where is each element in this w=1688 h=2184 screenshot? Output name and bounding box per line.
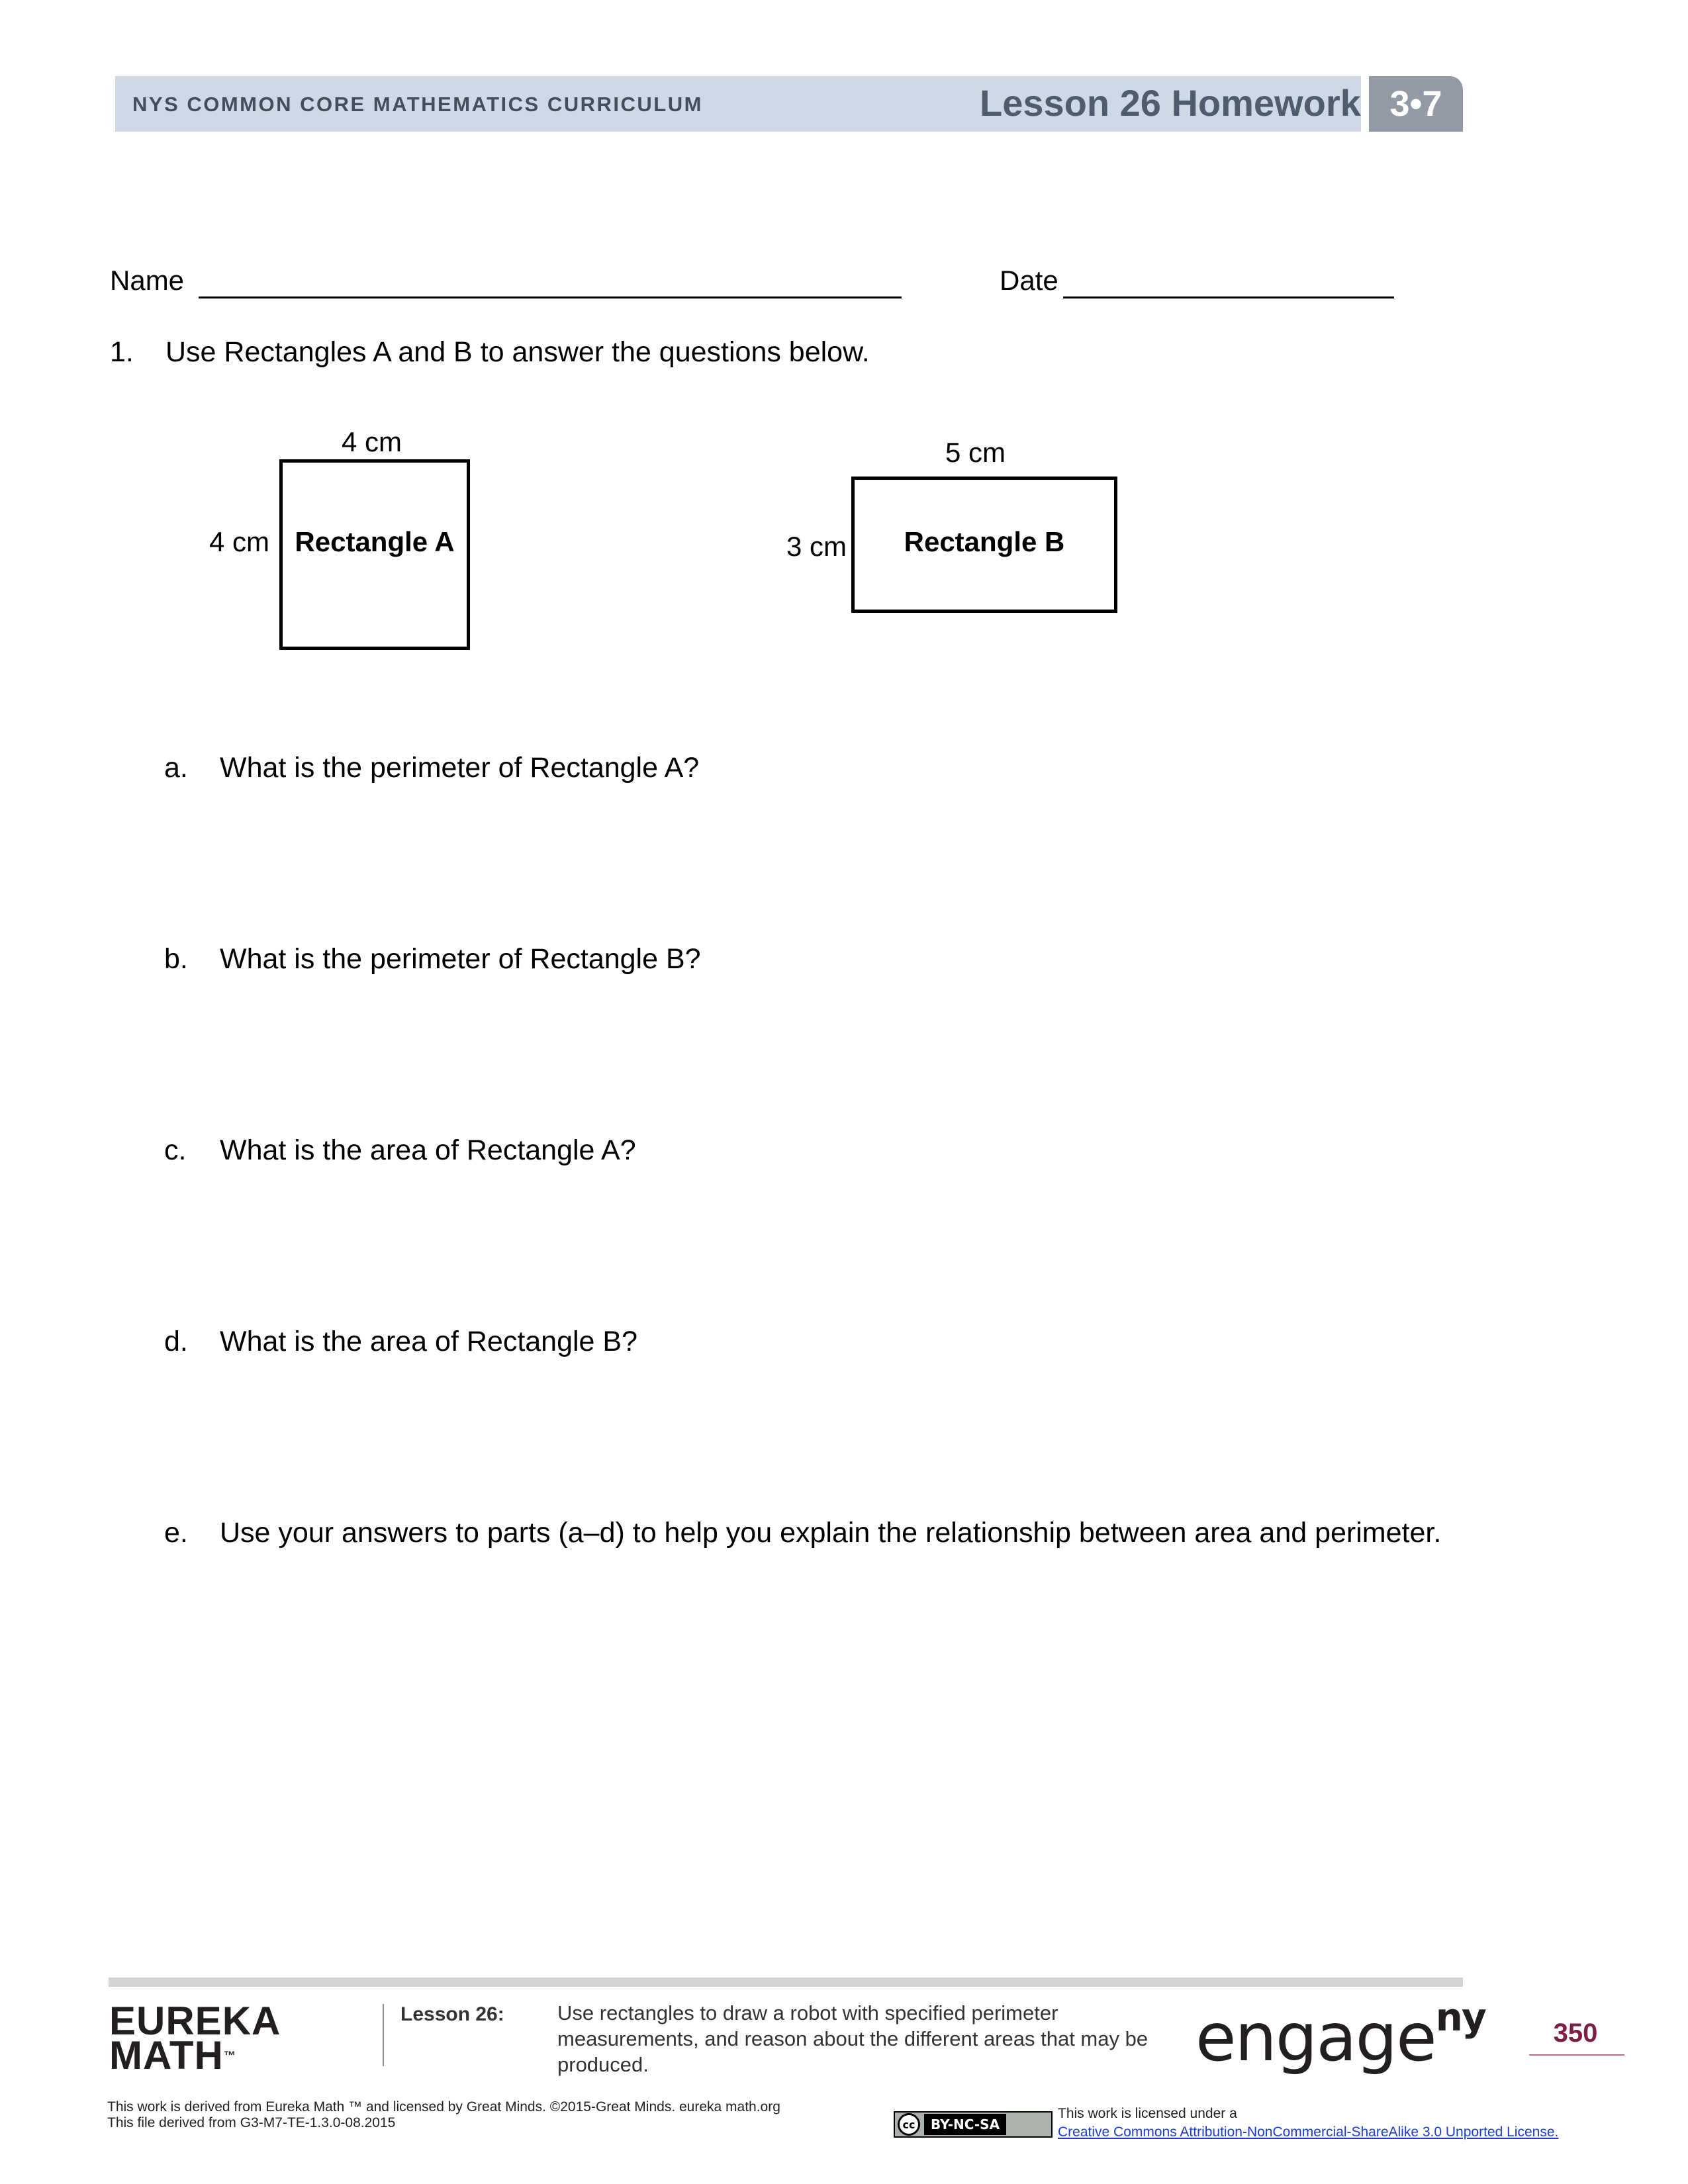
rect-b-label: Rectangle B [904, 526, 1065, 557]
eureka-math-logo [109, 1999, 281, 2077]
name-label: Name [110, 265, 185, 296]
problem-prompt: Use Rectangles A and B to answer the questions below. [165, 336, 870, 368]
footer-rule [109, 1978, 1463, 1987]
question-b-text: What is the perimeter of Rectangle B? [220, 943, 701, 975]
question-letter: c. [164, 1134, 187, 1166]
derived-notice: This work is derived from Eureka Math ™ and licensed by Great Minds. ©2015-Great Minds. eureka math.org [107, 2099, 780, 2115]
rect-b-side-dimension: 3 cm [786, 531, 847, 562]
question-a-text: What is the perimeter of Rectangle A? [220, 752, 700, 784]
file-notice: This file derived from G3-M7-TE-1.3.0-08.2015 [107, 2115, 396, 2130]
page-number-rule [1529, 2054, 1624, 2056]
rect-a-label: Rectangle A [295, 526, 455, 557]
license-link[interactable]: Creative Commons Attribution-NonCommercial-ShareAlike 3.0 Unported License. [1058, 2124, 1559, 2140]
module-tag: 3•7 [1369, 76, 1463, 132]
creative-commons-icon: cc [898, 2113, 920, 2136]
cc-badge-text: BY-NC-SA [924, 2114, 1006, 2135]
problem-number: 1. [110, 336, 134, 368]
engage-word: engage [1196, 1999, 1436, 2076]
curriculum-title: NYS COMMON CORE MATHEMATICS CURRICULUM [132, 93, 703, 116]
rect-a-top-dimension: 4 cm [342, 426, 402, 457]
date-label: Date [1000, 265, 1058, 296]
page-number: 350 [1553, 2019, 1598, 2048]
question-letter: e. [164, 1517, 188, 1549]
question-d-text: What is the area of Rectangle B? [220, 1326, 638, 1357]
license-intro: This work is licensed under a [1058, 2106, 1237, 2121]
footer-lesson-label: Lesson 26: [400, 2003, 504, 2025]
footer-lesson-description: Use rectangles to draw a robot with specified perimeter measurements, and reason about the different areas that may be produced. [557, 2001, 1149, 2076]
logo-line-math: MATH [109, 2033, 224, 2077]
footer-divider [383, 2004, 384, 2066]
lesson-title: Lesson 26 Homework [980, 82, 1361, 124]
engageny-logo [1196, 1995, 1485, 2076]
rect-b-top-dimension: 5 cm [945, 437, 1006, 468]
question-letter: b. [164, 943, 188, 975]
logo-trademark: ™ [223, 2049, 236, 2062]
engage-ny: ny [1435, 1995, 1485, 2040]
question-e-text: Use your answers to parts (a–d) to help you explain the relationship between area and perimeter. [220, 1517, 1442, 1549]
cc-license-badge[interactable] [894, 2111, 1053, 2138]
question-letter: d. [164, 1326, 188, 1357]
question-letter: a. [164, 752, 188, 784]
rect-a-side-dimension: 4 cm [209, 526, 270, 557]
date-field[interactable] [1063, 296, 1394, 298]
question-c-text: What is the area of Rectangle A? [220, 1134, 636, 1166]
logo-line-eureka: EUREKA [109, 1999, 281, 2043]
name-field[interactable] [199, 296, 902, 298]
